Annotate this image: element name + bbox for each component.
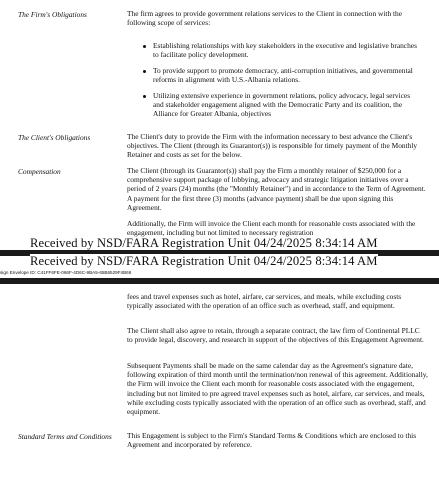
bullet-dot-icon xyxy=(143,95,146,98)
docusign-envelope-id: sign Envelope ID: C41FF6FE-066F-4D6C-9BA5-65B6529F4B66 xyxy=(0,270,132,275)
standard-terms-text: This Engagement is subject to the Firm's Standard Terms & Conditions which are enclosed to this Agreement and incorporated by reference. xyxy=(127,431,417,450)
client-obligations-label: The Client's Obligations xyxy=(18,133,91,142)
firm-obligations-label: The Firm's Obligations xyxy=(18,10,87,19)
compensation-para-2: Additionally, the Firm will invoice the Client each month for reasonable costs associated with the engagement, including but not limited to necessary registration xyxy=(127,219,416,237)
subsequent-payments-paragraph: Subsequent Payments shall be made on the same calendar day as the Agreement's signature date, following expiration of third month until the termination/non renewal of this agreement. Additionally, the Firm will invoice the Client each month for reasonable costs associated with the engagement, including but not limited to pre agreed travel expenses such as hotel, airfare, car services, and meals, while excluding costs typically associated with the operation of an office such as overhead, staff, and equipment. xyxy=(127,361,428,417)
bullet-dot-icon xyxy=(143,70,146,73)
compensation-label: Compensation xyxy=(18,167,61,176)
bullet-dot-icon xyxy=(143,45,146,48)
firm-obligations-intro: The firm agrees to provide government relations services to the Client in connection with the following scope of services: xyxy=(127,9,403,28)
fara-received-stamp-page-2: Received by NSD/FARA Registration Unit 04/24/2025 8:34:14 AM xyxy=(30,254,378,268)
law-firm-paragraph: The Client shall also agree to retain, through a separate contract, the law firm of Continental PLLC to provide legal, discovery, and research in support of the objectives of this Engagement Agreement. xyxy=(127,326,424,345)
firm-bullet-2: To provide support to promote democracy, anti-corruption initiatives, and governmental reforms in alignment with U.S.-Albania relations. xyxy=(153,66,413,85)
costs-continuation: fees and travel expenses such as hotel, airfare, car services, and meals, while excluding costs typically associated with the operation of an office such as overhead, staff, and equipment. xyxy=(127,292,402,311)
page-break-bar-lower xyxy=(0,278,439,284)
standard-terms-label: Standard Terms and Conditions xyxy=(18,432,112,441)
firm-bullet-1: Establishing relationships with key stakeholders in the executive and legislative branches to facilitate policy development. xyxy=(153,41,417,60)
firm-bullet-3: Utilizing extensive experience in government relations, policy advocacy, legal services and stakeholder engagement aligned with the Democratic Party and its coalition, the Alliance for Greater Albania, objectives xyxy=(153,91,411,119)
compensation-para-1: The Client (through its Guarantor(s)) shall pay the Firm a monthly retainer of $250,000 for a comprehensive support package of lobbying, advocacy and strategic litigation initiatives over a period of 2 years (24) months (the "Monthly Retainer") and in accordance to the Term of Agreement. A payment for the first three (3) months (advance payment) shall be due upon signing this Agreement. xyxy=(127,166,426,212)
client-obligations-text: The Client's duty to provide the Firm with the information necessary to best advance the Client's objectives. The Client (through its Guarantor(s)) is responsible for timely payment of the Monthly Retainer and costs as set for the below. xyxy=(127,132,418,160)
fara-received-stamp: Received by NSD/FARA Registration Unit 04/24/2025 8:34:14 AM xyxy=(30,236,378,250)
